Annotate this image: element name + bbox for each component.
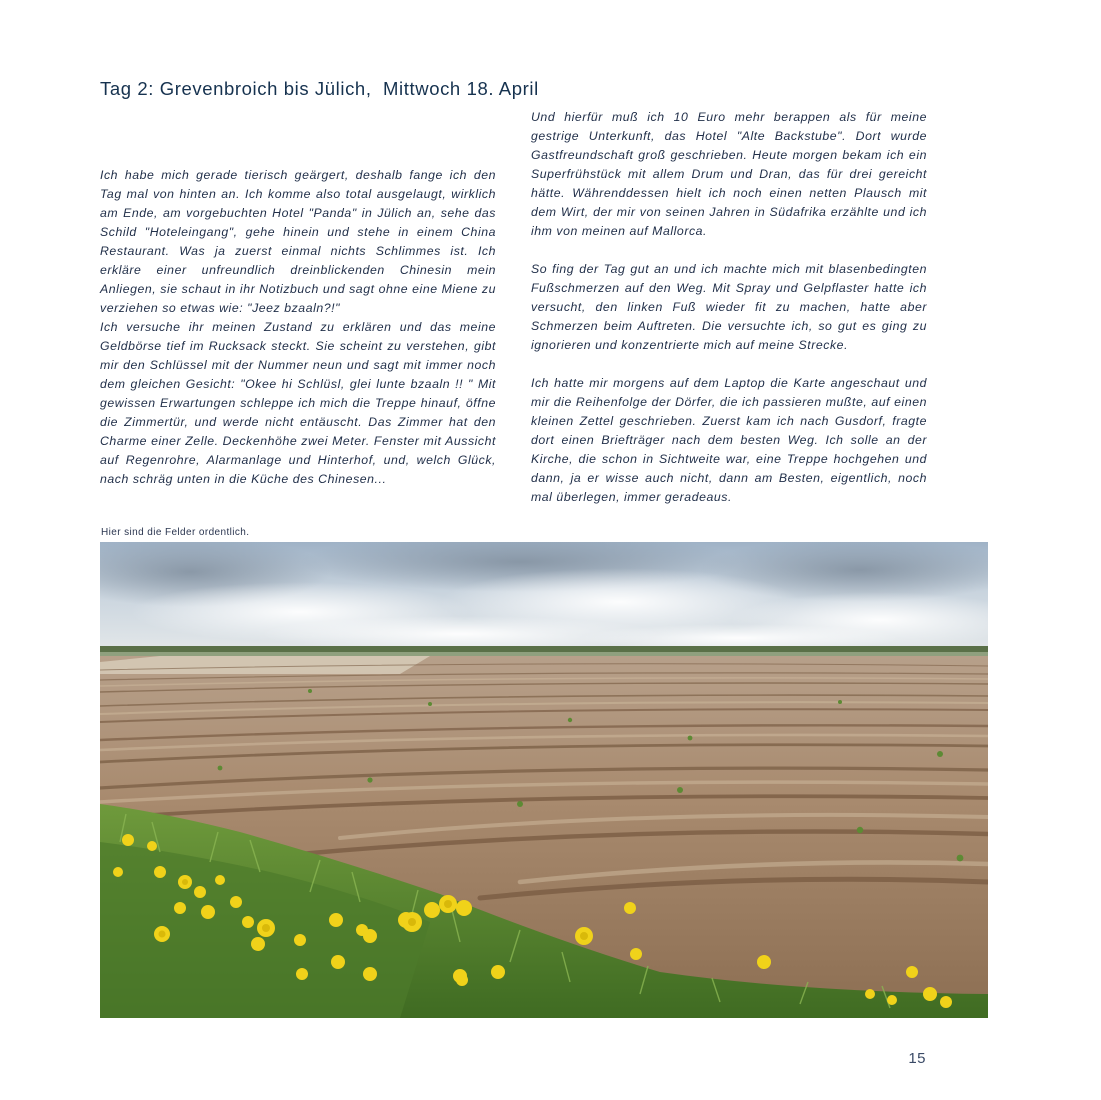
paragraph: Und hierfür muß ich 10 Euro mehr berappen als für meine gestrige Unterkunft, das Hotel "Alte Backstube". Dort wurde Gastfreundschaft groß geschrieben. Heute morgen bekam ich ein Superfrühstück mit allem Drum und Dran, das für drei gereicht hätte. Währenddessen hielt ich noch einen netten Plausch mit dem Wirt, der mir von seinen Jahren in Südafrika erzählte und ich ihm von meinen auf Mallorca. xyxy=(531,110,927,238)
clouds xyxy=(100,542,988,652)
field-photo xyxy=(100,542,988,1018)
paragraph: Ich hatte mir morgens auf dem Laptop die Karte angeschaut und mir die Reihenfolge der Dörfer, die ich passieren mußte, auf einen kleinen Zettel geschrieben. Zuerst kam ich nach Gusdorf, fragte dort einen Briefträger nach dem besten Weg. Ich solle an der Kirche, die schon in Sichtweite war, eine Treppe hochgehen und dann, ja er wisse auch nicht, dann am Besten, eigentlich, noch mal überlegen, immer geradeaus. xyxy=(531,376,927,504)
paragraph: Ich versuche ihr meinen Zustand zu erklären und das meine Geldbörse tief im Rucksack steckt. Sie scheint zu verstehen, gibt mir den Schlüssel mit der Nummer neun und sagt mit immer noch dem gleichen Gesicht: "Okee hi Schlüsl, glei lunte bzaaln !! " Mit gewissen Erwartungen schleppe ich mich die Treppe hinauf, öffne die Zimmertür, und werde nicht entäuscht. Das Zimmer hat den Charme einer Zelle. Deckenhöhe zwei Meter. Fenster mit Aussicht auf Regenrohre, Alarmanlage und Hinterhof, und, welch Glück, nach schräg unten in die Küche des Chinesen... xyxy=(100,320,496,486)
paragraph: Ich habe mich gerade tierisch geärgert, deshalb fange ich den Tag mal von hinten an. Ich komme also total ausgelaugt, wirklich am Ende, am vorgebuchten Hotel "Panda" in Jülich an, sehe das Schild "Hoteleingang", gehe hinein und stehe in einem China Restaurant. Was ja zuerst einmal nichts Schlimmes ist. Ich erkläre einer unfreundlich dreinblickenden Chinesin mein Anliegen, sie schaut in ihr Notizbuch und sagt ohne eine Miene zu verziehen so etwas wie: "Jeez bzaaln?!" xyxy=(100,168,496,315)
text-column-left xyxy=(100,166,496,489)
paragraph: So fing der Tag gut an und ich machte mich mit blasenbedingten Fußschmerzen auf den Weg. Mit Spray und Gelpflaster hatte ich versucht, den linken Fuß wieder fit zu machen, hatte aber Schmerzen beim Auftreten. Die versuchte ich, so gut es ging zu ignorieren und konzentrierte mich auf meine Strecke. xyxy=(531,262,927,352)
page-title: Tag 2: Grevenbroich bis Jülich, Mittwoch 18. April xyxy=(100,78,539,99)
photo-caption: Hier sind die Felder ordentlich. xyxy=(101,527,250,538)
page-number: 15 xyxy=(908,1050,926,1067)
text-column-right xyxy=(531,108,927,507)
